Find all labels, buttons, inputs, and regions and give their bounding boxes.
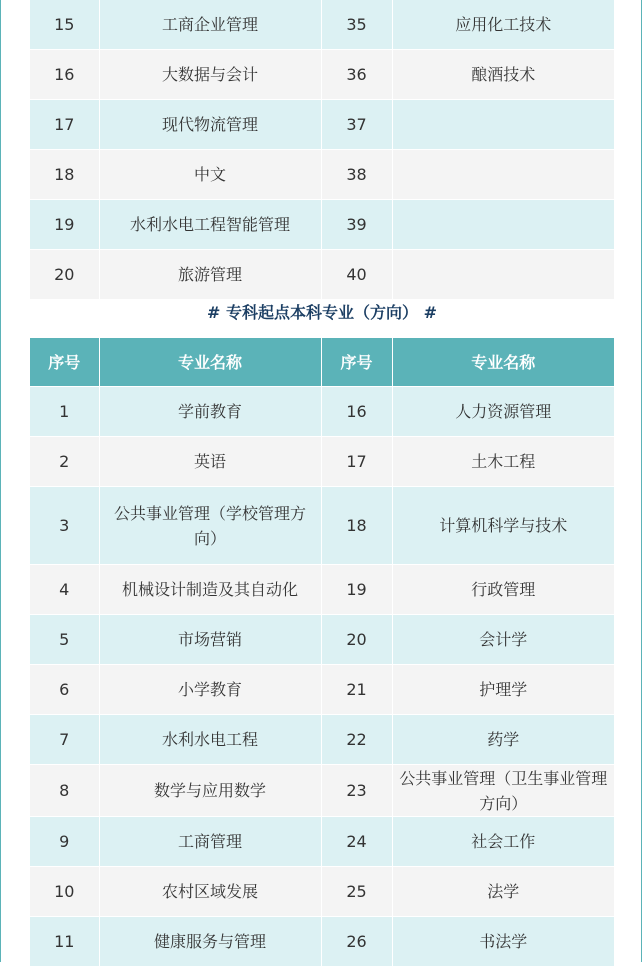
- index-cell: 1: [30, 387, 99, 437]
- index-cell: 4: [30, 565, 99, 615]
- section-title: # 专科起点本科专业（方向） #: [207, 303, 437, 322]
- major-name-cell: 市场营销: [99, 615, 321, 665]
- index-cell: 40: [321, 250, 392, 300]
- index-cell: 23: [321, 765, 392, 817]
- index-cell: 17: [321, 437, 392, 487]
- index-cell: 36: [321, 50, 392, 100]
- major-name-cell: [392, 100, 614, 150]
- index-cell: 6: [30, 665, 99, 715]
- major-name-cell: 小学教育: [99, 665, 321, 715]
- major-name-cell: 计算机科学与技术: [392, 487, 614, 565]
- index-cell: 18: [30, 150, 99, 200]
- index-cell: 35: [321, 0, 392, 50]
- index-cell: 5: [30, 615, 99, 665]
- table-row: [30, 817, 614, 867]
- table-row: [30, 50, 614, 100]
- index-cell: 19: [30, 200, 99, 250]
- table-row: [30, 715, 614, 765]
- index-cell: 26: [321, 917, 392, 967]
- table-row: [30, 250, 614, 300]
- major-name-cell: 水利水电工程智能管理: [99, 200, 321, 250]
- major-name-cell: 农村区域发展: [99, 867, 321, 917]
- major-name-cell: 旅游管理: [99, 250, 321, 300]
- header-major-name: 专业名称: [392, 338, 614, 387]
- content: [30, 0, 614, 967]
- table-row: [30, 0, 614, 50]
- majors-table-continued: [30, 0, 614, 300]
- major-name-cell: 公共事业管理（卫生事业管理方向）: [392, 765, 614, 817]
- major-name-cell: [392, 150, 614, 200]
- table-row: [30, 867, 614, 917]
- index-cell: 38: [321, 150, 392, 200]
- major-name-cell: 大数据与会计: [99, 50, 321, 100]
- major-name-cell: 工商企业管理: [99, 0, 321, 50]
- table-row: [30, 665, 614, 715]
- major-name-cell: 机械设计制造及其自动化: [99, 565, 321, 615]
- major-name-cell: 现代物流管理: [99, 100, 321, 150]
- major-name-cell: 药学: [392, 715, 614, 765]
- index-cell: 8: [30, 765, 99, 817]
- major-name-cell: 水利水电工程: [99, 715, 321, 765]
- table-row: [30, 387, 614, 437]
- index-cell: 22: [321, 715, 392, 765]
- major-name-cell: 学前教育: [99, 387, 321, 437]
- index-cell: 10: [30, 867, 99, 917]
- index-cell: 16: [321, 387, 392, 437]
- index-cell: 11: [30, 917, 99, 967]
- major-name-cell: 酿酒技术: [392, 50, 614, 100]
- major-name-cell: 中文: [99, 150, 321, 200]
- major-name-cell: 英语: [99, 437, 321, 487]
- table-header-row: [30, 338, 614, 387]
- table-row: [30, 150, 614, 200]
- index-cell: 2: [30, 437, 99, 487]
- index-cell: 37: [321, 100, 392, 150]
- table-row: [30, 487, 614, 565]
- index-cell: 25: [321, 867, 392, 917]
- header-index: 序号: [321, 338, 392, 387]
- major-name-cell: 人力资源管理: [392, 387, 614, 437]
- index-cell: 39: [321, 200, 392, 250]
- major-name-cell: 会计学: [392, 615, 614, 665]
- table-row: [30, 615, 614, 665]
- index-cell: 16: [30, 50, 99, 100]
- header-major-name: 专业名称: [99, 338, 321, 387]
- index-cell: 7: [30, 715, 99, 765]
- table-row: [30, 100, 614, 150]
- table-row: [30, 200, 614, 250]
- index-cell: 3: [30, 487, 99, 565]
- table-row: [30, 765, 614, 817]
- table-row: [30, 917, 614, 967]
- major-name-cell: 数学与应用数学: [99, 765, 321, 817]
- major-name-cell: 健康服务与管理: [99, 917, 321, 967]
- index-cell: 17: [30, 100, 99, 150]
- index-cell: 19: [321, 565, 392, 615]
- major-name-cell: 公共事业管理（学校管理方向）: [99, 487, 321, 565]
- major-name-cell: 行政管理: [392, 565, 614, 615]
- major-name-cell: 应用化工技术: [392, 0, 614, 50]
- major-name-cell: 社会工作: [392, 817, 614, 867]
- major-name-cell: 法学: [392, 867, 614, 917]
- index-cell: 9: [30, 817, 99, 867]
- index-cell: 18: [321, 487, 392, 565]
- table-row: [30, 437, 614, 487]
- major-name-cell: 工商管理: [99, 817, 321, 867]
- index-cell: 15: [30, 0, 99, 50]
- table-row: [30, 565, 614, 615]
- index-cell: 20: [321, 615, 392, 665]
- major-name-cell: 书法学: [392, 917, 614, 967]
- major-name-cell: [392, 200, 614, 250]
- major-name-cell: 土木工程: [392, 437, 614, 487]
- index-cell: 24: [321, 817, 392, 867]
- index-cell: 21: [321, 665, 392, 715]
- index-cell: 20: [30, 250, 99, 300]
- major-name-cell: [392, 250, 614, 300]
- header-index: 序号: [30, 338, 99, 387]
- upgrade-majors-table: [30, 338, 614, 967]
- major-name-cell: 护理学: [392, 665, 614, 715]
